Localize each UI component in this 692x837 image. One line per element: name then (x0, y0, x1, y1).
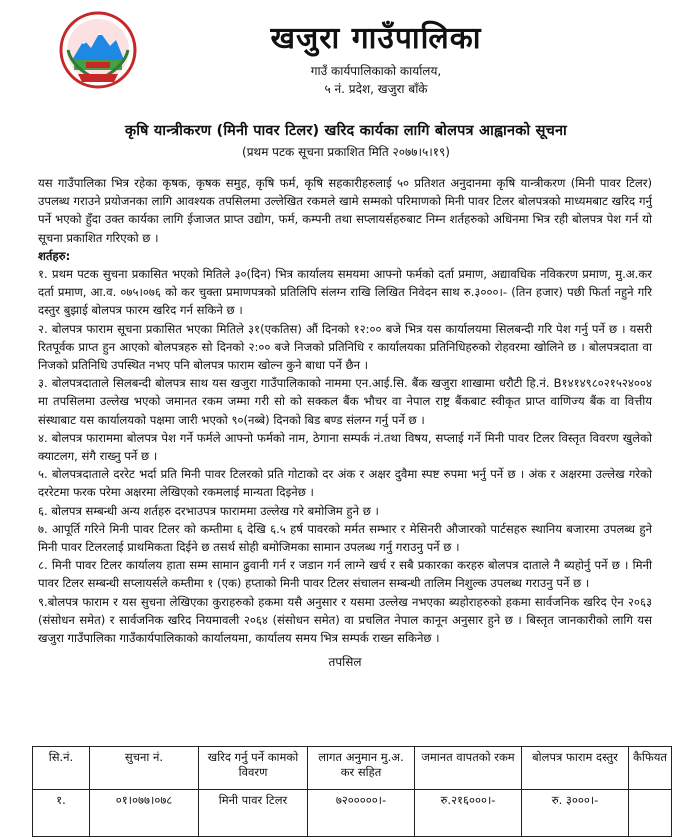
condition-item: ४. बोलपत्र फाराममा बोलपत्र पेश गर्ने फर्मले आफ्नो फर्मको नाम, ठेगाना सम्पर्क नं.तथा विषय, सप्लाई गर्ने मिनी पावर टिलर विस्तृत विवरण खुलेको क्याटलग, संगै राख्नु पर्ने छ । (38, 430, 652, 464)
notice-publish-date: (प्रथम पटक सूचना प्रकाशित मिति २०७७।५।१९) (242, 145, 450, 159)
table-caption: तपसिल (328, 655, 362, 670)
header-serial: सि.नं. (33, 747, 90, 790)
header-remarks: कैफियत (629, 747, 672, 790)
cell-description: मिनी पावर टिलर (199, 790, 308, 837)
letterhead (0, 0, 692, 98)
notice-body (0, 174, 692, 671)
cell-cost-estimate: ७२०००००।- (308, 790, 415, 837)
conditions-heading: शर्तहरु: (38, 248, 71, 263)
condition-item: ५. बोलपत्रदाताले दररेट भर्दा प्रति मिनी पावर टिलरको प्रति गोटाको दर अंक र अक्षर दुवैमा स्पष्ट रुपमा भर्नु पर्ने छ । अंक र अक्षरमा उल्लेख गरेको दररेटमा फरक परेमा अक्षरमा लेखिएको रकमलाई मान्यता दिइनेछ । (38, 467, 652, 500)
condition-item: २. बोलपत्र फाराम सूचना प्रकासित भएका मितिले ३१(एकतिस) औं दिनको १२:०० बजे भित्र यस कार्यालयमा सिलबन्दी गरि पेश गर्नु पर्ने छ । यसरी रितपूर्वक प्राप्त हुन आएको बोलपत्रहरु सो दिनको २:०० बजे निजको प्रतिनिधि र कार्यालयका प्रतिनिधिहरुको रोहवरमा खोलिने छ । बोलपत्रदाता वा निजको प्रतिनिधि उपस्थित नभए पनि बोलपत्र फाराम खोल्न कुने बाधा पर्ने छैन । (38, 321, 652, 373)
intro-paragraph: यस गाउँपालिका भित्र रहेका कृषक, कृषक समुह, कृषि फर्म, कृषि सहकारीहरुलाई ५० प्रतिशत अनुदानमा कृषि यान्त्रीकरण (मिनी पावर टिलर) उपलब्ध गराउने प्रयोजनका लागि आवश्यक तपसिलमा उल्लेखित रकमले खामे सम्मको परिमाणको मिनी पावर टिलर बोलपत्रको माध्यमबाट खरिद गर्नु पर्ने भएको हुँदा उक्त कार्यका लागि ईजाजत प्राप्त उद्योग, फर्म, कम्पनी तथा सप्लायर्सहरुबाट निम्न शर्तहरुको अधिनमा भित्र रही बोलपत्र पेश गर्न यो सूचना प्रकाशित गरिएको छ । (38, 176, 652, 245)
details-table (32, 746, 672, 837)
cell-form-fee: रु. ३०००।- (522, 790, 629, 837)
cell-serial: १. (33, 790, 90, 837)
cell-notice-no: ०१।०७७।०७८ (90, 790, 199, 837)
header-description: खरिद गर्नु पर्ने कामको विवरण (199, 747, 308, 790)
condition-item: ६. बोलपत्र सम्बन्धी अन्य शर्तहरु दरभाउपत्र फाराममा उल्लेख गरे बमोजिम हुने छ । (38, 503, 379, 518)
office-name: गाउँ कार्यपालिकाको कार्यालय, (310, 64, 442, 78)
condition-item: ३. बोलपत्रदाताले सिलबन्दी बोलपत्र साथ यस खजुरा गाउँपालिकाको नाममा एन.आई.सि. बैंक खजुरा शाखामा धरौटी हि.नं. B१४१४९८०२१५२४००४ मा तपसिलमा उल्लेख भएको जमानत रकम जम्मा गरी सो को सक्कल बैंक भौचर वा नेपाल राष्ट्र बैंकबाट स्वीकृत प्राप्त वाणिज्य बैंक वा वित्तीय संस्थाबाट यस कार्यालयको पक्षमा जारी भएको ९०(नब्बे) दिनको बिड बण्ड संलग्न गर्नु पर्ने छ । (38, 376, 652, 427)
header-notice-no: सुचना नं. (90, 747, 199, 790)
header-cost-estimate: लागत अनुमान मु.अ. कर सहित (308, 747, 415, 790)
cell-guarantee: रु.२१६०००।- (415, 790, 522, 837)
condition-item: ९.बोलपत्र फाराम र यस सुचना लेखिएका कुराहरुको हकमा यसै अनुसार र यसमा उल्लेख नभएका ब्यहोराहरुको हकमा सार्वजनिक खरिद ऐन २०६३ (संसोधन समेत) र सार्वजनिक खरिद नियमावली २०६४ (संसोधन समेत) वा प्रचलित नेपाल कानून अनुसार हुने छ । बिस्तृत जानकारीको लागि यस खजुरा गाउँपालिका गाउँकार्यपालिकाको कार्यालयमा, कार्यालय समय भित्र सम्पर्क राख्न सकिनेछ । (38, 594, 652, 646)
table-row (33, 790, 672, 837)
table-header-row (33, 747, 672, 790)
cell-remarks (629, 790, 672, 837)
municipality-title: खजुरा गाउँपालिका (270, 21, 482, 56)
condition-item: ७. आपूर्ति गरिने मिनी पावर टिलर को कम्तीमा ६ देखि ६.५ हर्ष पावरको मर्मत सम्भार र मेसिनरी औजारको पार्टसहरु स्थानिय बजारमा उपलब्ध हुने मिनी पावर टिलरलाई प्राथमिकता दिईने छ तसर्थ सोही बमोजिमका सामान उपलब्ध गर्नु गराउनु पर्ने छ । (38, 521, 652, 555)
header-form-fee: बोलपत्र फाराम दस्तुर (522, 747, 629, 790)
condition-item: १. प्रथम पटक सुचना प्रकासित भएको मितिले ३०(दिन) भित्र कार्यालय समयमा आफ्नो फर्मको दर्ता प्रमाण, अद्यावधिक नविकरण प्रमाण, मु.अ.कर दर्ता प्रमाण, आ.व. ०७५।०७६ को कर चुक्ता प्रमाणपत्रको प्रतिलिपि संलग्न राखि लिखित निवेदन साथ रु.३०००।- (तिन हजार) पछी फिर्ता नहुने गरि दस्तुर बुझाई बोलपत्र फारम खरिद गर्न सकिने छ । (38, 267, 652, 318)
condition-item: ८. मिनी पावर टिलर कार्यालय हाता सम्म सामान ढुवानी गर्न र जडान गर्न लाग्ने खर्च र सबै प्रकारका करहरु बोलपत्र दाताले नै ब्यहोर्नु पर्ने छ । मिनी पावर टिलर सम्बन्धी सप्लायर्सले कम्तीमा १ (एक) हप्ताको मिनी पावर टिलर संचालन सम्बन्धी तालिम निशुल्क उपलब्ध गराउनु पर्ने छ । (38, 558, 652, 591)
notice-title: कृषि यान्त्रीकरण (मिनी पावर टिलर) खरिद कार्यका लागि बोलपत्र आह्वानको सूचना (124, 123, 568, 139)
header-guarantee: जमानत वापतको रकम (415, 747, 522, 790)
office-address: ५ नं. प्रदेश, खजुरा बाँके (324, 82, 428, 96)
